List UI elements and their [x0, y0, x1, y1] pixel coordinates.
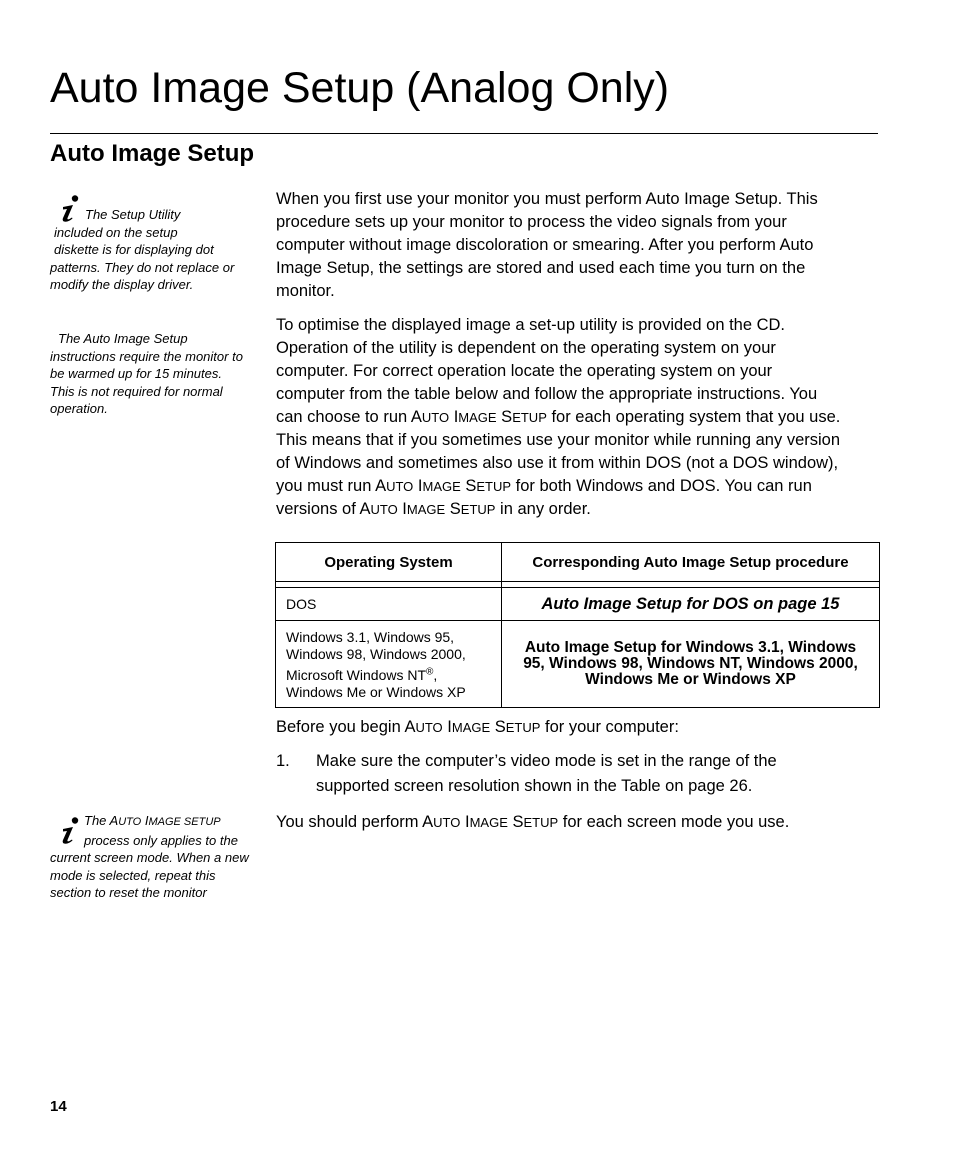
table-row [276, 588, 880, 621]
info-icon [54, 194, 84, 222]
note-line: mode is selected, repeat this [50, 867, 216, 883]
paragraph-line: This means that if you sometimes use your monitor while running any version [276, 431, 841, 449]
final-instruction-text: You should perform AUTO IMAGE SETUP for each screen mode you use. [276, 813, 790, 831]
paragraph-line: procedure sets up your monitor to process the video signals from your [276, 213, 787, 231]
paragraph-line: When you first use your monitor you must perform Auto Image Setup. This [276, 190, 818, 208]
paragraph-line: you must run AUTO IMAGE SETUP for both Windows and DOS. You can run [276, 477, 812, 495]
note-line: section to reset the monitor [50, 885, 207, 900]
note-line: patterns. They do not replace or [50, 259, 235, 275]
note-line: modify the display driver. [50, 277, 194, 292]
note-line: current screen mode. When a new [50, 850, 249, 865]
optimise-paragraph [276, 314, 881, 521]
note-line: instructions require the monitor to [50, 348, 243, 364]
paragraph-line: computer without image discoloration or smearing. After you perform Auto [276, 236, 814, 254]
paragraph-line: of Windows and sometimes also use it from within DOS (not a DOS window), [276, 454, 839, 472]
paragraph-line: Image Setup, the settings are stored and used each time you turn on the [276, 259, 806, 277]
table-header-cell: Operating System [276, 543, 502, 582]
paragraph-line: computer from the table below and follow the appropriate instructions. You [276, 385, 818, 403]
list-item-text: Make sure the computer’s video mode is set in the range of the supported screen resolution shown in the Table on page 26. [316, 752, 777, 795]
note-line: process only applies to the [84, 832, 238, 848]
note-line: operation. [50, 401, 108, 416]
table-cell-os: DOS [276, 588, 502, 621]
note-line: The Setup Utility [85, 207, 181, 222]
note-line: be warmed up for 15 minutes. [50, 366, 222, 381]
table-cell-procedure-link[interactable]: Auto Image Setup for Windows 3.1, Windows 95, Windows 98, Windows NT, Windows 2000, Windows Me or Windows XP [502, 621, 880, 708]
section-heading: Auto Image Setup [50, 140, 255, 167]
paragraph-line: versions of AUTO IMAGE SETUP in any order. [276, 500, 591, 518]
paragraph-line: computer. For correct operation locate the operating system on your [276, 362, 773, 380]
paragraph-line: Operation of the utility is dependent on the operating system on your [276, 339, 776, 357]
page-title: Auto Image Setup (Analog Only) [50, 64, 670, 112]
note-line: included on the setup [54, 224, 178, 240]
table-header-cell: Corresponding Auto Image Setup procedure [502, 543, 880, 582]
paragraph-line: can choose to run AUTO IMAGE SETUP for each operating system that you use. [276, 408, 841, 426]
info-icon [54, 816, 84, 844]
sidebar-note-setup-utility [50, 190, 255, 294]
sidebar-note-screen-mode [50, 812, 255, 902]
list-item [276, 749, 881, 801]
list-item-number: 1. [276, 752, 290, 770]
note-line: The Auto Image Setup [58, 331, 188, 346]
paragraph-line: To optimise the displayed image a set-up utility is provided on the CD. [276, 316, 786, 334]
os-procedure-table [275, 542, 880, 708]
title-divider [50, 133, 878, 134]
sidebar-note-warmup [50, 330, 255, 418]
table-row [276, 621, 880, 708]
table-cell-os: Windows 3.1, Windows 95, Windows 98, Windows 2000, Microsoft Windows NT®, Windows Me or Windows XP [276, 621, 502, 708]
note-line: diskette is for displaying dot [54, 242, 214, 257]
intro-paragraph [276, 188, 881, 303]
before-begin-text: Before you begin AUTO IMAGE SETUP for your computer: [276, 718, 679, 736]
page-number: 14 [50, 1098, 67, 1115]
note-line: The AUTO IMAGE SETUP [84, 813, 221, 828]
note-line: This is not required for normal [50, 383, 223, 399]
table-cell-procedure-link[interactable]: Auto Image Setup for DOS on page 15 [502, 588, 880, 621]
table-header-row [276, 543, 880, 582]
paragraph-line: monitor. [276, 282, 335, 300]
